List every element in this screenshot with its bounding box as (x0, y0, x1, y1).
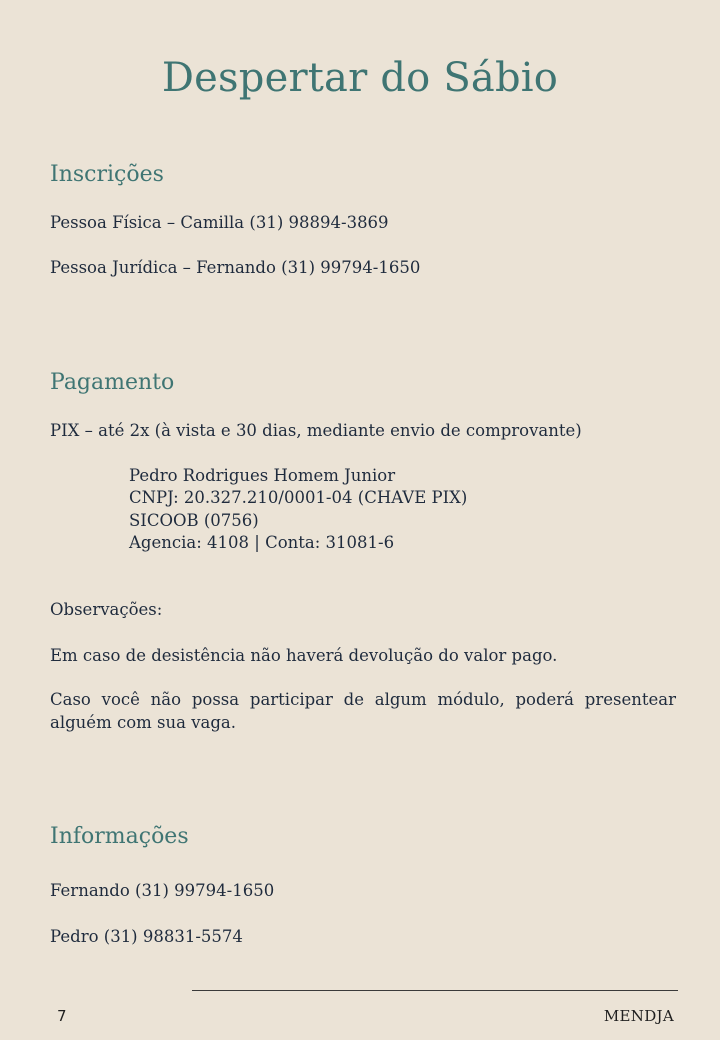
footer-brand: MENDJA (603, 1007, 674, 1025)
section-heading-pagamento: Pagamento (50, 370, 175, 395)
account-bank: SICOOB (0756) (129, 511, 259, 530)
account-agency: Agencia: 4108 | Conta: 31081-6 (129, 533, 395, 552)
observacoes-label: Observações: (50, 600, 163, 619)
account-cnpj: CNPJ: 20.327.210/0001-04 (CHAVE PIX) (129, 488, 468, 507)
payment-method: PIX – até 2x (à vista e 30 dias, mediante envio de comprovante) (50, 421, 582, 440)
page-title: Despertar do Sábio (161, 55, 559, 101)
account-holder: Pedro Rodrigues Homem Junior (129, 466, 396, 485)
inscricao-pessoa-juridica: Pessoa Jurídica – Fernando (31) 99794-1650 (50, 258, 421, 277)
observacao-desistencia: Em caso de desistência não haverá devolução do valor pago. (50, 646, 558, 665)
info-contact-fernando: Fernando (31) 99794-1650 (50, 881, 275, 900)
section-heading-inscricoes: Inscrições (50, 162, 164, 187)
info-contact-pedro: Pedro (31) 98831-5574 (50, 927, 243, 946)
section-heading-informacoes: Informações (50, 824, 189, 849)
inscricao-pessoa-fisica: Pessoa Física – Camilla (31) 98894-3869 (50, 213, 389, 232)
page-number: 7 (57, 1007, 67, 1025)
footer-divider (192, 990, 678, 991)
observacao-presentear: Caso você não possa participar de algum módulo, poderá presentear alguém com sua vaga. (50, 690, 676, 732)
